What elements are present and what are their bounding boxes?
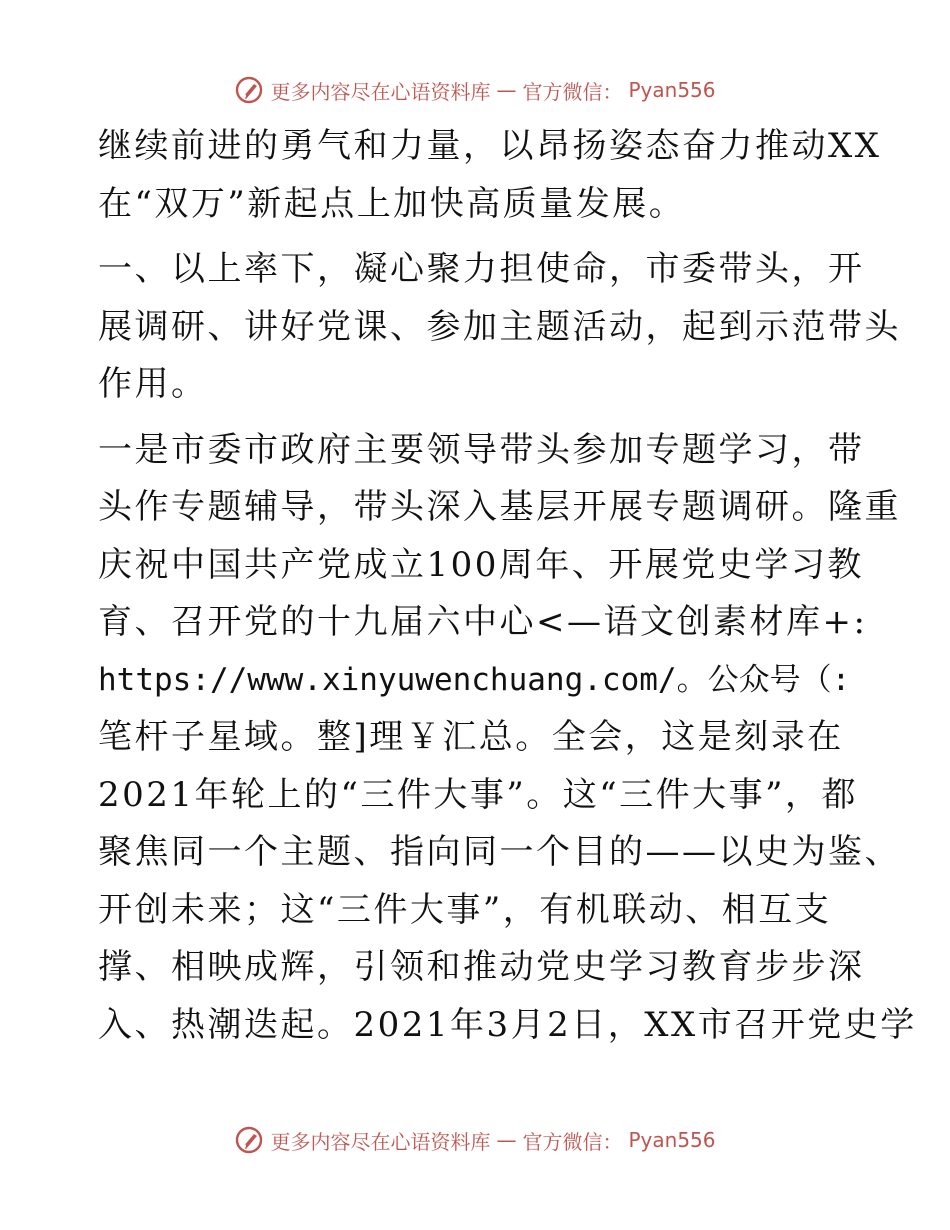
text-line: 笔杆子星域。整]理￥汇总。全会，这是刻录在 [98,717,844,757]
text-line: 一是市委市政府主要领导带头参加专题学习，带 [98,429,865,470]
banner-wechat-id: Pyan556 [628,78,716,102]
text-line: 开创未来；这“三件大事”，有机联动、相互支 [98,889,832,930]
text-line: 2021年轮上的“三件大事”。这“三件大事”，都 [98,774,859,815]
text-line: 一、以上率下，凝心聚力担使命，市委带头，开 [98,249,865,289]
text-line: 聚焦同一个主题、指向同一个目的——以史为鉴、 [98,832,901,872]
paragraph [98,422,917,1055]
text-line: 撑、相映成辉，引领和推动党史学习教育步步深 [98,947,865,987]
text-line: 继续前进的勇气和力量，以昂扬姿态奋力推动XX [98,126,882,166]
text-line: 在“双万”新起点上加快高质量发展。 [98,183,686,224]
paragraph [98,241,901,414]
banner-wechat-label: 官方微信： [522,1129,623,1154]
text-line: 庆祝中国共产党成立100周年、开展党史学习教 [98,544,864,585]
text-line: 育、召开党的十九届六中心<—语文创素材库+: [98,602,868,642]
banner-text: 更多内容尽在心语资料库 [270,1129,491,1154]
header-watermark-banner [0,70,950,110]
text-line: 展调研、讲好党课、参加主题活动，起到示范带头 [98,306,901,347]
paragraph [98,118,882,233]
quill-pen-logo-icon [234,75,264,105]
footer-watermark-banner [0,1120,950,1160]
banner-wechat-id: Pyan556 [628,1128,716,1152]
text-line: 头作专题辅导，带头深入基层开展专题调研。隆重 [98,487,901,527]
text-line: 入、热潮迭起。2021年3月2日，XX市召开党史学 [98,1004,917,1045]
document-body [98,118,917,1062]
quill-pen-logo-icon [234,1125,264,1155]
banner-separator: — [496,1128,517,1152]
url-text-line: https://www.xinyuwenchuang.com/。公众号（: [98,661,851,698]
banner-separator: — [496,78,517,102]
text-line: 作用。 [98,364,208,404]
banner-text: 更多内容尽在心语资料库 [270,79,491,104]
banner-wechat-label: 官方微信： [522,79,623,104]
